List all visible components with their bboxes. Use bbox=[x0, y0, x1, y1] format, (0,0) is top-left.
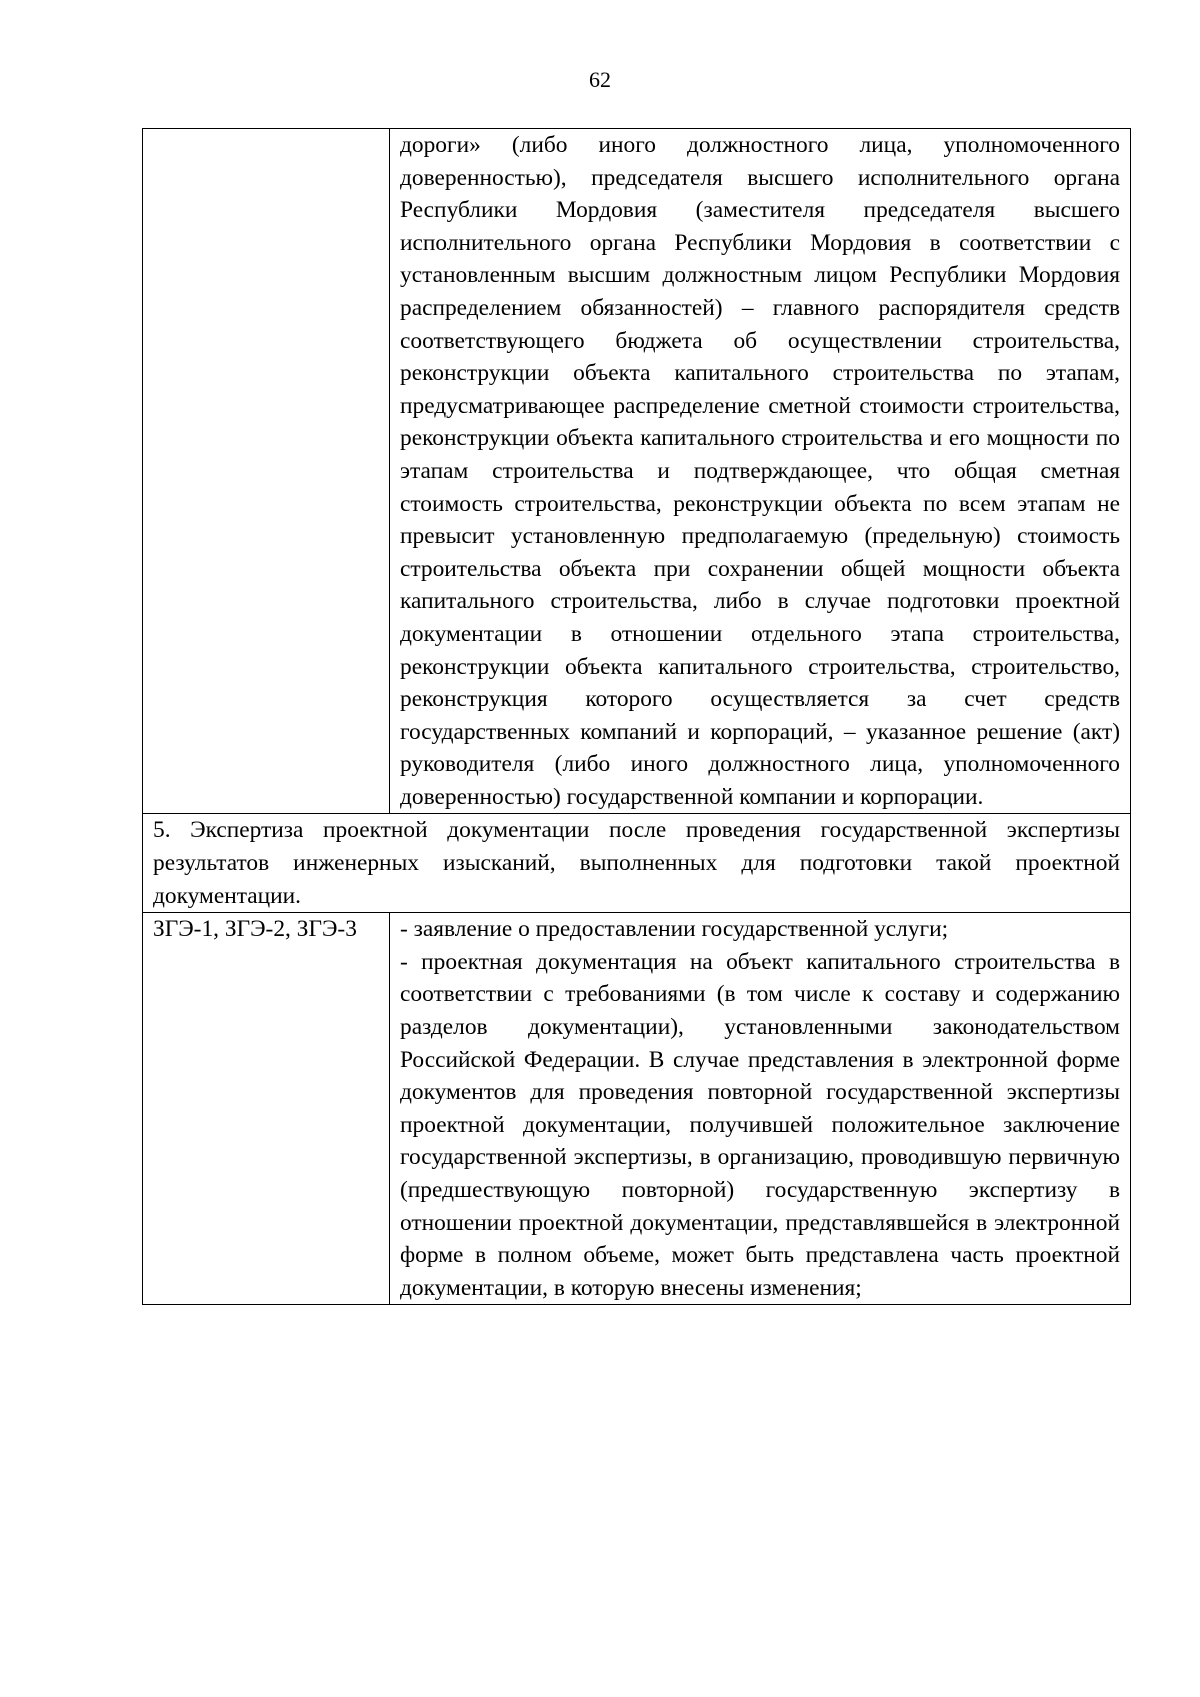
page-number: 62 bbox=[589, 67, 611, 92]
section-header-cell bbox=[143, 814, 1131, 913]
list-item: - заявление о предоставлении государственной услуги; bbox=[400, 916, 949, 943]
table-row bbox=[143, 129, 1131, 814]
section-header-row bbox=[143, 814, 1131, 913]
table-cell-right bbox=[390, 913, 1131, 1305]
table-row bbox=[143, 913, 1131, 1305]
section-title: 5. Экспертиза проектной документации после проведения государственной экспертизы результатов инженерных изысканий, выполненных для подготовки такой проектной документации. bbox=[153, 817, 1120, 909]
list-item: - проектная документация на объект капитального строительства в соответствии с требованиями (в том числе к составу и содержанию разделов документации), установленными законодательством Российской Федерации. В случае представления в электронной форме документов для проведения повторной государственной экспертизы проектной документации, получившей положительное заключение государственной экспертизы, в организацию, проводившую первичную (предшествующую повторной) государственную экспертизу в отношении проектной документации, представлявшейся в электронной форме в полном объеме, может быть представлена часть проектной документации, в которую внесены изменения; bbox=[400, 948, 1120, 1301]
document-requirement-text: дороги» (либо иного должностного лица, уполномоченного доверенностью), председателя высшего исполнительного органа Республики Мордовия (заместителя председателя высшего исполнительного органа Республики Мордовия в соответствии с установленным высшим должностным лицом Республики Мордовия распределением обязанностей) – главного распорядителя средств соответствующего бюджета об осуществлении строительства, реконструкции объекта капитального строительства по этапам, предусматривающее распределение сметной стоимости строительства, реконструкции объекта капитального строительства и его мощности по этапам строительства и подтверждающее, что общая сметная стоимость строительства, реконструкции объекта по всем этапам не превысит установленную предполагаемую (предельную) стоимость строительства объекта при сохранении общей мощности объекта капитального строительства, либо в случае подготовки проектной документации в отношении отдельного этапа строительства, реконструкции объекта капитального строительства, строительство, реконструкция которого осуществляется за счет средств государственных компаний и корпораций, – указанное решение (акт) руководителя (либо иного должностного лица, уполномоченного доверенностью) государственной компании и корпорации. bbox=[400, 132, 1120, 810]
table-cell-left bbox=[143, 913, 390, 1305]
table-cell-left bbox=[143, 129, 390, 814]
form-codes: ЗГЭ-1, ЗГЭ-2, ЗГЭ-3 bbox=[153, 916, 357, 943]
requirements-table bbox=[142, 128, 1131, 1305]
table-cell-right bbox=[390, 129, 1131, 814]
